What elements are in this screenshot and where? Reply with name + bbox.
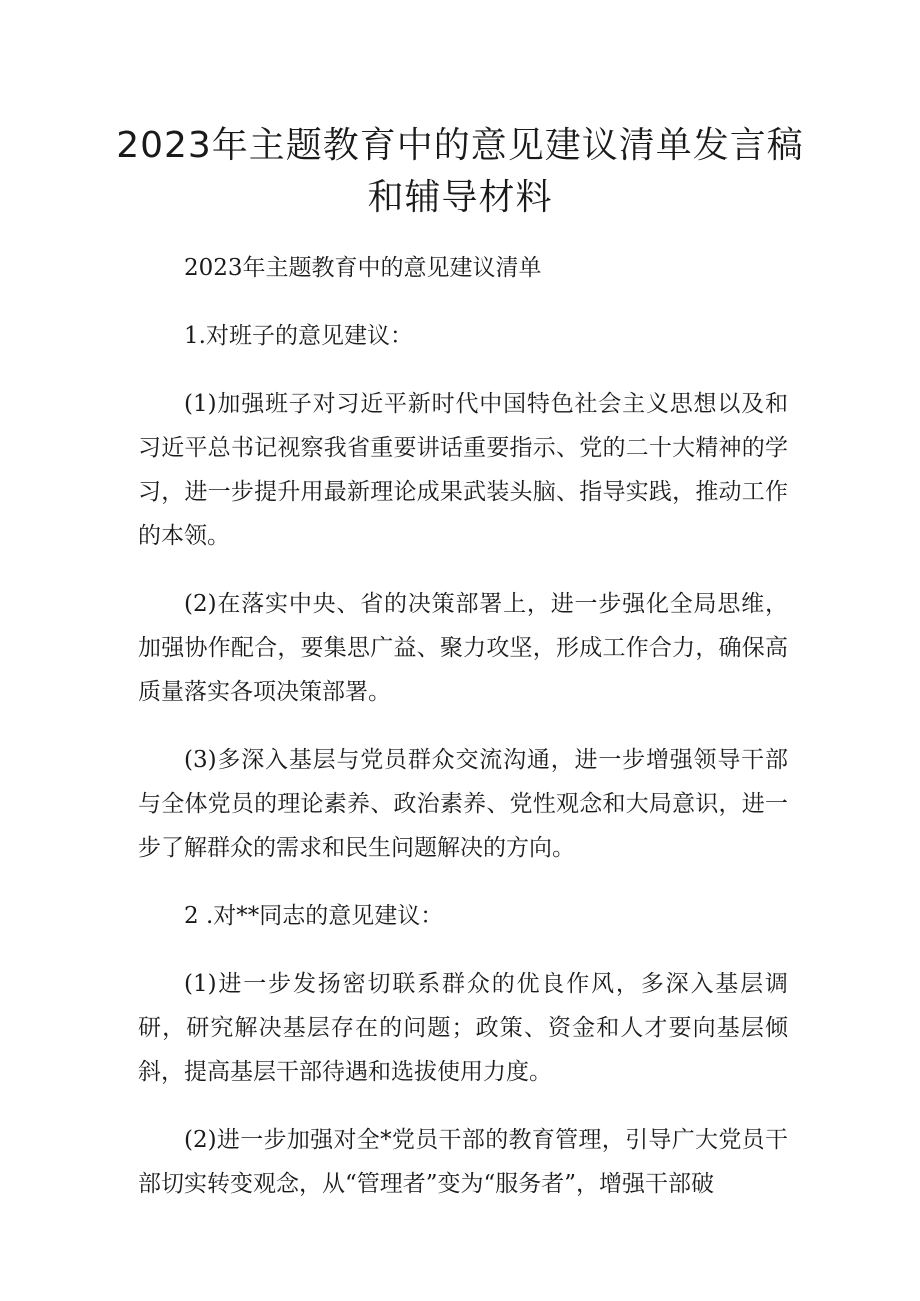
title-line-1: 2023年主题教育中的意见建议清单发言稿	[116, 125, 804, 166]
paragraph-team-3: (3)多深入基层与党员群众交流沟通，进一步增强领导干部与全体党员的理论素养、政治素养、党性观念和大局意识，进一步了解群众的需求和民生问题解决的方向。	[138, 747, 788, 861]
subsection-heading-team: 1.对班子的意见建议：	[184, 323, 413, 349]
document-title	[0, 120, 920, 224]
document-body	[138, 246, 788, 1230]
paragraph-comrade-2: (2)进一步加强对全*党员干部的教育管理，引导广大党员干部切实转变观念，从“管理者”变为“服务者”，增强干部破	[138, 1127, 788, 1197]
paragraph-team-2: (2)在落实中央、省的决策部署上，进一步强化全局思维，加强协作配合，要集思广益、聚力攻坚，形成工作合力，确保高质量落实各项决策部署。	[138, 591, 788, 705]
title-line-2: 和辅导材料	[367, 177, 553, 218]
paragraph-team-1: (1)加强班子对习近平新时代中国特色社会主义思想以及和习近平总书记视察我省重要讲话重要指示、党的二十大精神的学习，进一步提升用最新理论成果武装头脑、指导实践，推动工作的本领。	[138, 391, 788, 549]
paragraph-comrade-1: (1)进一步发扬密切联系群众的优良作风，多深入基层调研，研究解决基层存在的问题；政策、资金和人才要向基层倾斜，提高基层干部待遇和选拔使用力度。	[138, 971, 788, 1085]
subsection-heading-comrade: 2 .对**同志的意见建议：	[184, 903, 444, 929]
section-heading: 2023年主题教育中的意见建议清单	[184, 255, 542, 281]
